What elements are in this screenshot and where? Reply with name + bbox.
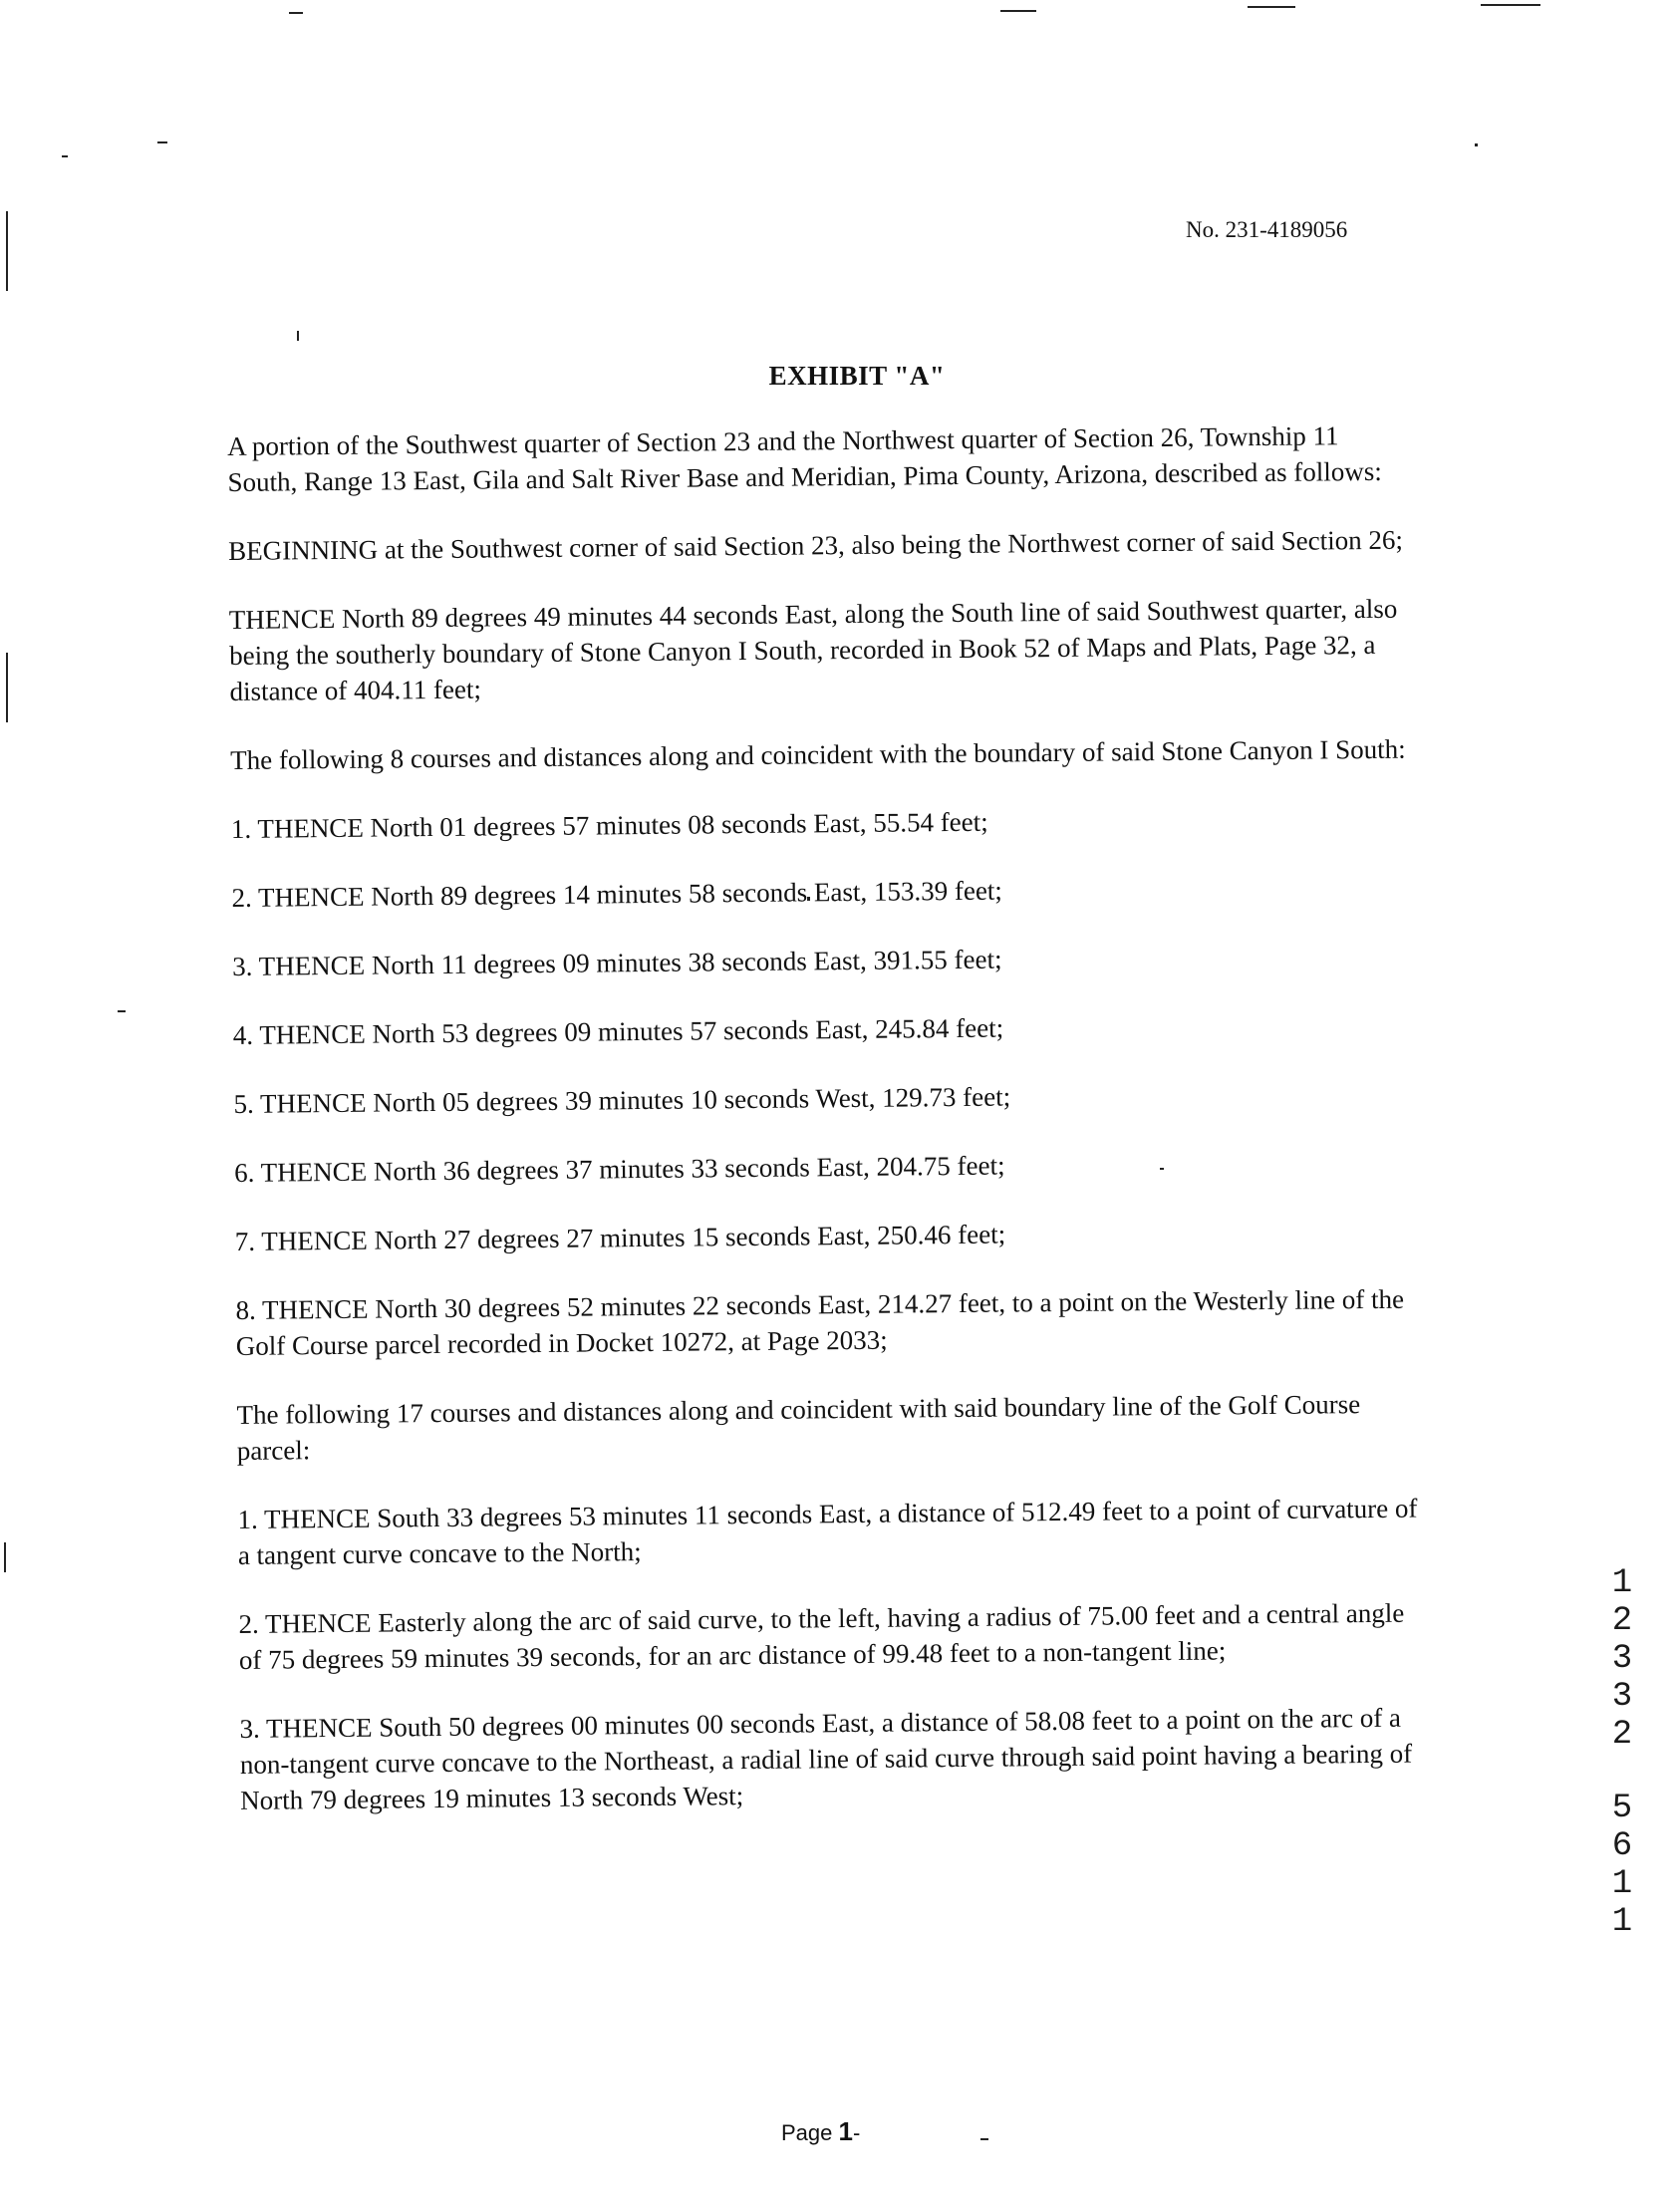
stamp-digit: 3 — [1611, 1640, 1633, 1678]
recording-stamp — [1602, 1564, 1642, 1941]
course-item: 7. THENCE North 27 degrees 27 minutes 15 seconds East, 250.46 feet; — [234, 1219, 1006, 1256]
thence-paragraph: THENCE North 89 degrees 49 minutes 44 seconds East, along the South line of said Southwest quarter, also being the southerly boundary of Stone Canyon I South, recorded in Book 52 of Maps and Plats, Page 32, a distance of 404.11 feet; — [228, 593, 1398, 706]
course-item: 3. THENCE South 50 degrees 00 minutes 00 seconds East, a distance of 58.08 feet to a point on the arc of a non-tangent curve concave to the Northeast, a radial line of said curve through said point having a bearing of North 79 degrees 19 minutes 13 seconds West; — [239, 1702, 1413, 1815]
course-item: 1. THENCE South 33 degrees 53 minutes 11 seconds East, a distance of 512.49 feet to a point of curvature of a tangent curve concave to the North; — [237, 1493, 1418, 1570]
course-item: 3. THENCE North 11 degrees 09 minutes 38 seconds East, 391.55 feet; — [232, 944, 1002, 981]
stamp-gap — [1602, 1754, 1642, 1790]
course-group-2-intro: The following 17 courses and distances along and coincident with said boundary line of the Golf Course parcel: — [236, 1389, 1361, 1466]
scan-mark — [118, 1010, 126, 1012]
scan-mark — [6, 211, 8, 291]
scan-mark — [62, 155, 68, 157]
page-number: 1 — [838, 2116, 853, 2146]
scan-mark — [289, 12, 303, 14]
document-number: No. 231-4189056 — [1186, 217, 1348, 242]
course-item: 1. THENCE North 01 degrees 57 minutes 08 seconds East, 55.54 feet; — [230, 806, 988, 844]
stamp-digit: 1 — [1611, 1564, 1633, 1602]
course-item: 8. THENCE North 30 degrees 52 minutes 22 seconds East, 214.27 feet, to a point on the Westerly line of the Golf Course parcel recorded in Docket 10272, at Page 2033; — [235, 1283, 1405, 1361]
legal-description — [227, 417, 1426, 1818]
scan-mark — [980, 2138, 988, 2140]
scan-mark — [1000, 10, 1036, 12]
course-item: 2. THENCE Easterly along the arc of said curve, to the left, having a radius of 75.00 feet and a central angle of 75 degrees 59 minutes 39 seconds, for an arc distance of 99.48 feet to a non-tangent line; — [238, 1597, 1405, 1675]
course-item: 5. THENCE North 05 degrees 39 minutes 10 seconds West, 129.73 feet; — [233, 1081, 1011, 1119]
exhibit-title: EXHIBIT "A" — [768, 361, 946, 391]
page-footer — [781, 2116, 860, 2147]
scan-mark — [1248, 6, 1295, 8]
stamp-digit: 1 — [1611, 1903, 1633, 1941]
scan-mark — [297, 331, 299, 341]
page-number-dash: - — [852, 2120, 861, 2145]
page-label: Page — [781, 2120, 833, 2145]
stamp-digit: 5 — [1611, 1790, 1633, 1827]
scan-mark — [1475, 143, 1478, 146]
stamp-digit: 6 — [1611, 1827, 1633, 1865]
intro-paragraph: A portion of the Southwest quarter of Section 23 and the Northwest quarter of Section 26, Township 11 South, Range 13 East, Gila and Salt River Base and Meridian, Pima County, Arizona, described as follows: — [227, 420, 1382, 497]
scan-mark — [6, 653, 8, 722]
scan-mark — [1481, 4, 1540, 6]
scan-mark — [157, 141, 167, 143]
course-item: 6. THENCE North 36 degrees 37 minutes 33 seconds East, 204.75 feet; — [234, 1150, 1005, 1188]
course-item: 2. THENCE North 89 degrees 14 minutes 58 seconds East, 153.39 feet; — [231, 875, 1003, 913]
course-group-1-intro: The following 8 courses and distances along and coincident with the boundary of said Stone Canyon I South: — [230, 733, 1406, 775]
course-item: 4. THENCE North 53 degrees 09 minutes 57 seconds East, 245.84 feet; — [232, 1012, 1004, 1050]
stamp-digit: 3 — [1611, 1678, 1633, 1716]
stamp-digit: 2 — [1611, 1716, 1633, 1754]
stamp-digit: 1 — [1611, 1865, 1633, 1903]
beginning-paragraph: BEGINNING at the Southwest corner of said Section 23, also being the Northwest corner of said Section 26; — [228, 524, 1404, 566]
stamp-digit: 2 — [1611, 1602, 1633, 1640]
scan-mark — [4, 1542, 6, 1572]
